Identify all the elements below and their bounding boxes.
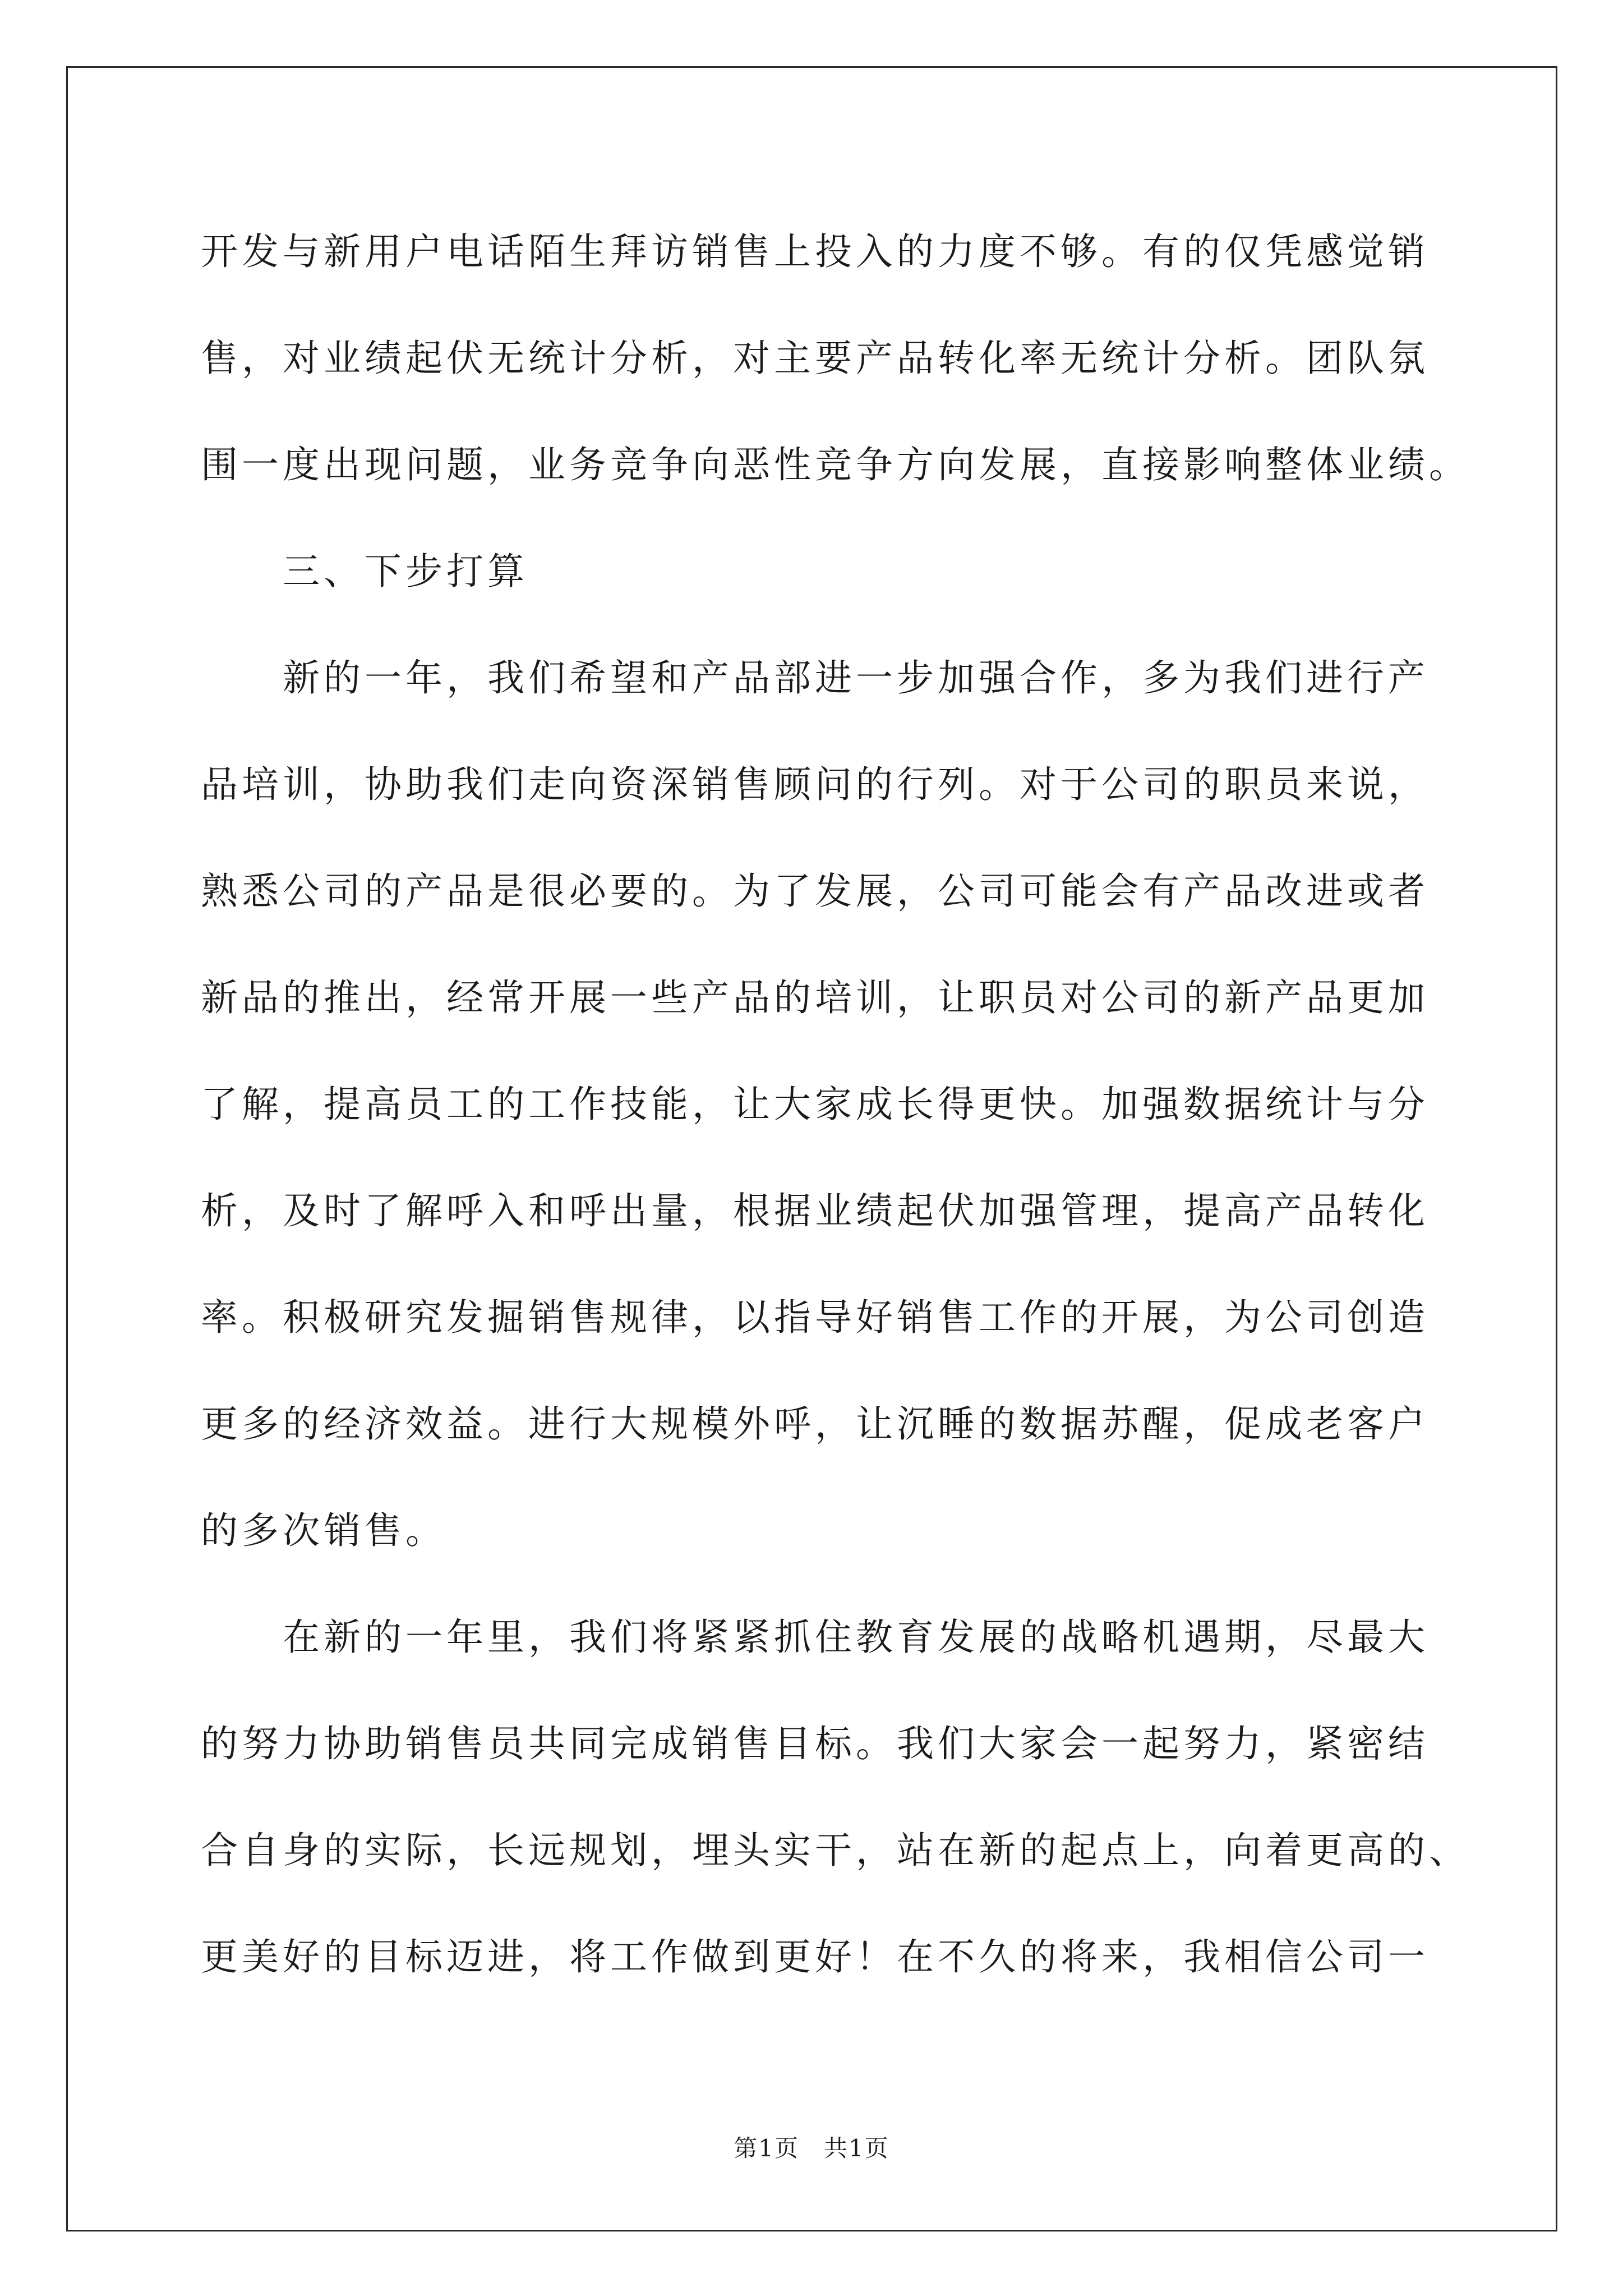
text-line: 更美好的目标迈进，将工作做到更好！在不久的将来，我相信公司一: [201, 1935, 1429, 1978]
text-line: 更多的经济效益。进行大规模外呼，让沉睡的数据苏醒，促成老客户: [201, 1402, 1429, 1446]
text-line: 新的一年，我们希望和产品部进一步加强合作，多为我们进行产: [283, 656, 1429, 700]
text-line: 熟悉公司的产品是很必要的。为了发展，公司可能会有产品改进或者: [201, 869, 1429, 913]
document-body: [201, 199, 1491, 2010]
text-line: 售，对业绩起伏无统计分析，对主要产品转化率无统计分析。团队氛: [201, 337, 1429, 380]
text-line: 率。积极研究发掘销售规律，以指导好销售工作的开展，为公司创造: [201, 1296, 1429, 1339]
text-line: 的多次销售。: [201, 1509, 446, 1552]
paragraph-outlook: [201, 1584, 1491, 2010]
paragraph-plan: [201, 625, 1491, 1584]
text-line: 新品的推出，经常开展一些产品的培训，让职员对公司的新产品更加: [201, 976, 1429, 1019]
section-heading-paragraph: [201, 518, 1491, 625]
text-line: 开发与新用户电话陌生拜访销售上投入的力度不够。有的仅凭感觉销: [201, 230, 1429, 273]
text-line: 合自身的实际，长远规划，埋头实干，站在新的起点上，向着更高的、: [201, 1829, 1470, 1872]
text-line: 析，及时了解呼入和呼出量，根据业绩起伏加强管理，提高产品转化: [201, 1189, 1429, 1232]
page-footer: 第1页 共1页: [734, 2134, 889, 2162]
text-line: 在新的一年里，我们将紧紧抓住教育发展的战略机遇期，尽最大: [283, 1616, 1429, 1659]
text-line: 了解，提高员工的工作技能，让大家成长得更快。加强数据统计与分: [201, 1083, 1429, 1126]
text-line: 的努力协助销售员共同完成销售目标。我们大家会一起努力，紧密结: [201, 1722, 1429, 1765]
section-heading: 三、下步打算: [283, 550, 528, 593]
paragraph-continuation: [201, 199, 1491, 518]
text-line: 品培训，协助我们走向资深销售顾问的行列。对于公司的职员来说，: [201, 763, 1429, 806]
text-line: 围一度出现问题，业务竞争向恶性竞争方向发展，直接影响整体业绩。: [201, 443, 1470, 486]
